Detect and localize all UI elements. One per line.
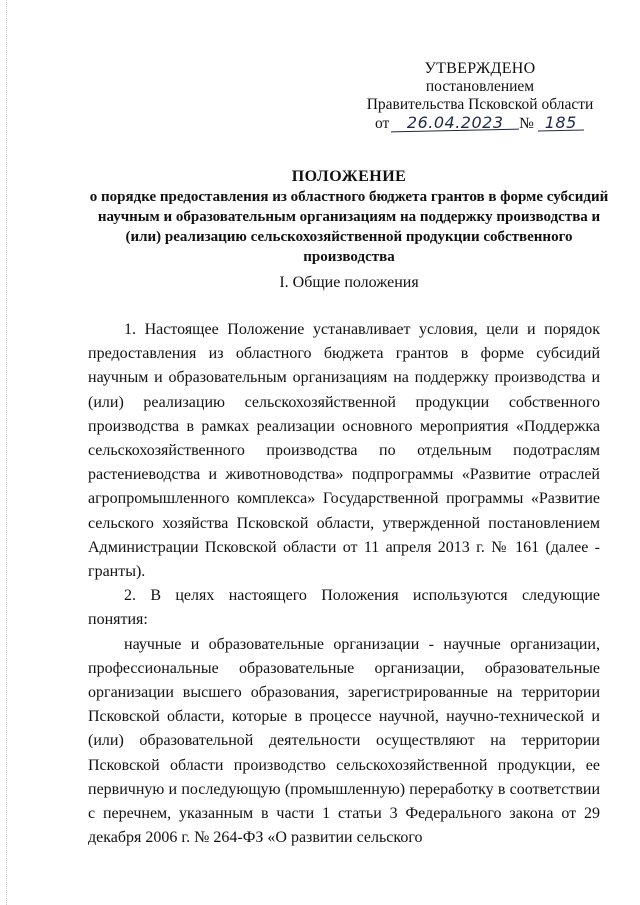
approval-stamp-block [355,60,605,133]
approved-label: УТВЕРЖДЕНО [424,60,536,77]
number-prefix: № [519,115,534,132]
section-heading: I. Общие положения [279,274,419,291]
approval-line-government: Правительства Псковской области [366,96,594,113]
paragraph-definition: научные и образовательные организации - научные организации, профессиональные образовательные организации, образовательные организации высшего образования, зарегистрированные на территории Псковской области, которые в процессе научной, научно-технической и (или) образовательной деятельности осуществляют на территории Псковской области производство сельскохозяйственной продукции, ее первичную и последующую (промышленную) переработку в соответствии с перечнем, указанным в части 1 статьи 3 Федерального закона от 29 декабря 2006 г. № 264-ФЗ «О развитии сельского [88,635,600,847]
paragraph-1: 1. Настоящее Положение устанавливает условия, цели и порядок предоставления из областного бюджета грантов в форме субсидий научным и образовательным организациям на поддержку производства и (или) реализацию сельскохозяйственной продукции собственного производства в рамках реализации основного мероприятия «Поддержка сельскохозяйственного производства по отдельным подотраслям растениеводства и животноводства» подпрограммы «Развитие отраслей агропромышленного комплекса» Государственной программы «Развитие сельского хозяйства Псковской области, утвержденной постановлением Администрации Псковской области от 11 апреля 2013 г. № 161 (далее - гранты). [88,321,600,581]
document-title: ПОЛОЖЕНИЕ [291,168,407,185]
handwritten-number: 185 [542,114,580,132]
handwritten-date: 26.04.2023 [395,114,515,132]
document-subtitle: о порядке предоставления из областного бюджета грантов в форме субсидий научным и образовательным организациям на поддержку производства и (или) реализацию сельскохозяйственной продукции собственного производства [89,189,609,265]
approval-line-resolution: постановлением [425,78,535,95]
document-title-block [88,167,610,267]
approval-date-number-line [355,114,605,133]
document-body [88,318,600,850]
from-prefix: от [375,115,390,132]
paragraph-2: 2. В целях настоящего Положения используются следующие понятия: [88,587,600,629]
